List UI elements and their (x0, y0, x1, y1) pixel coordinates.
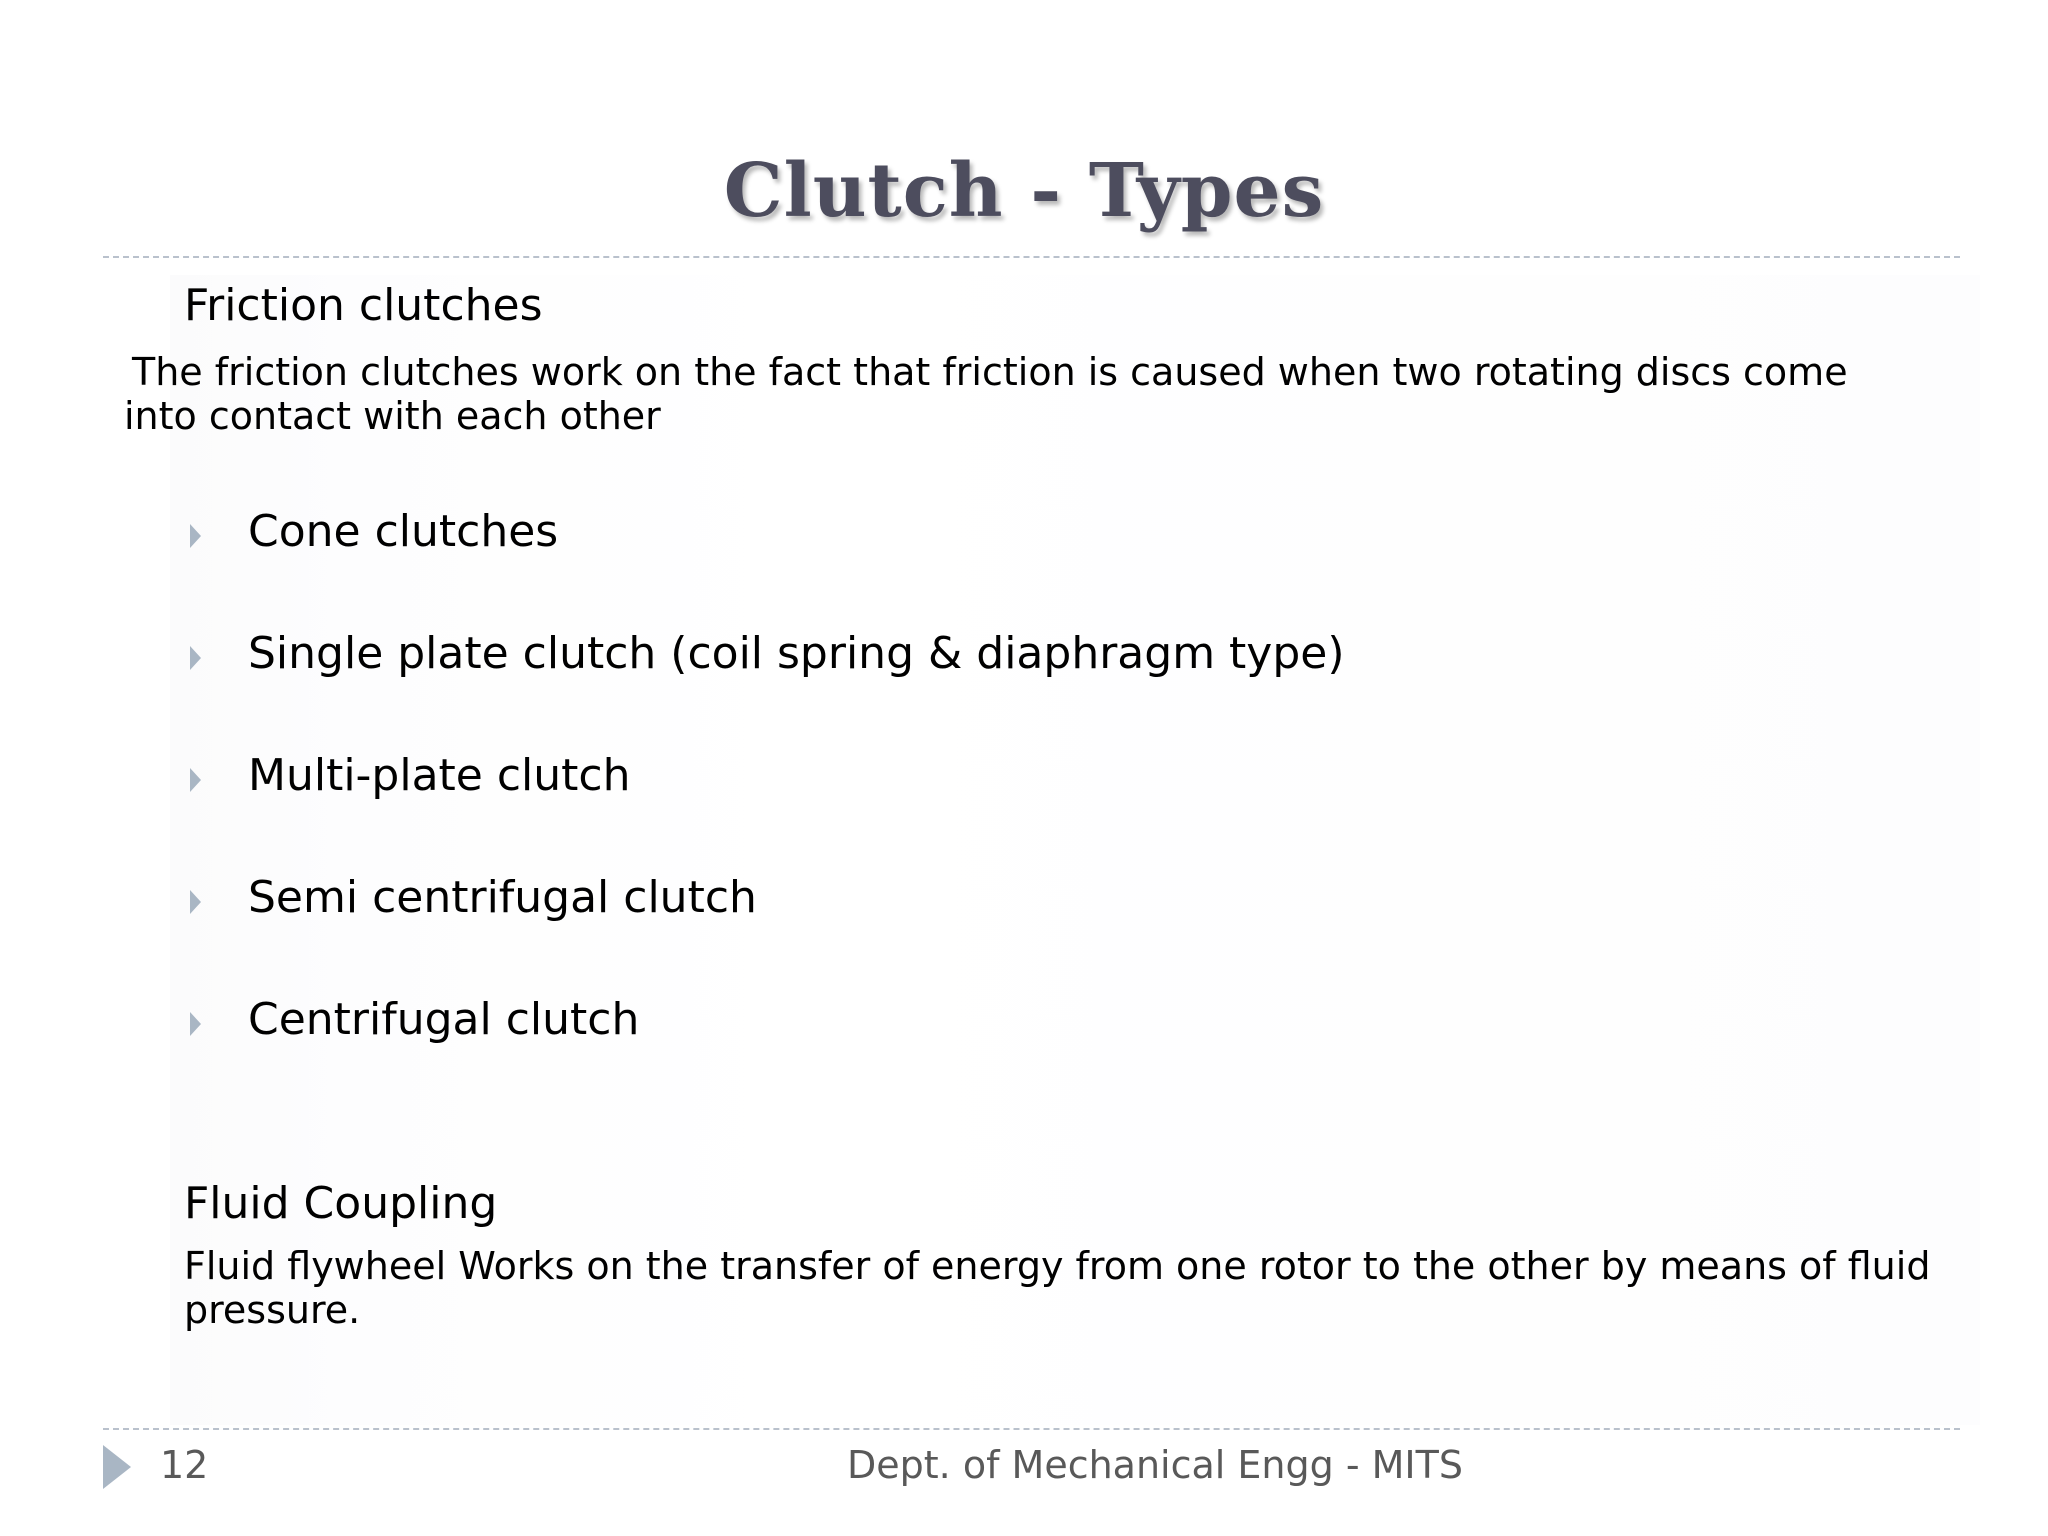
triangle-right-icon (190, 890, 201, 914)
page-number: 12 (160, 1443, 209, 1487)
triangle-right-icon (190, 1012, 201, 1036)
friction-clutches-heading: Friction clutches (184, 280, 543, 331)
title-divider (103, 256, 1960, 258)
fluid-coupling-heading: Fluid Coupling (184, 1178, 498, 1229)
friction-description-line-1: The friction clutches work on the fact that friction is caused when two rotating discs come (132, 350, 1848, 394)
list-item-single-plate-clutch (186, 628, 1486, 688)
list-item-label: Cone clutches (248, 506, 559, 557)
list-item-centrifugal-clutch (186, 994, 1486, 1054)
slide-title: Clutch - Types (723, 148, 1325, 234)
fluid-description-line-1: Fluid flywheel Works on the transfer of energy from one rotor to the other by means of fluid (184, 1244, 1931, 1288)
friction-description-line-2: into contact with each other (124, 394, 661, 438)
list-item-semi-centrifugal-clutch (186, 872, 1486, 932)
footer-text: Dept. of Mechanical Engg - MITS (847, 1443, 1463, 1487)
triangle-right-icon (190, 646, 201, 670)
list-item-label: Semi centrifugal clutch (248, 872, 757, 923)
list-item-label: Single plate clutch (coil spring & diaphragm type) (248, 628, 1345, 679)
list-item-label: Centrifugal clutch (248, 994, 640, 1045)
triangle-right-icon (190, 768, 201, 792)
list-item-label: Multi-plate clutch (248, 750, 631, 801)
footer-divider (103, 1428, 1960, 1430)
list-item-multi-plate-clutch (186, 750, 1486, 810)
triangle-right-icon (190, 524, 201, 548)
list-item-cone-clutches (186, 506, 1486, 566)
fluid-description-line-2: pressure. (184, 1288, 361, 1332)
